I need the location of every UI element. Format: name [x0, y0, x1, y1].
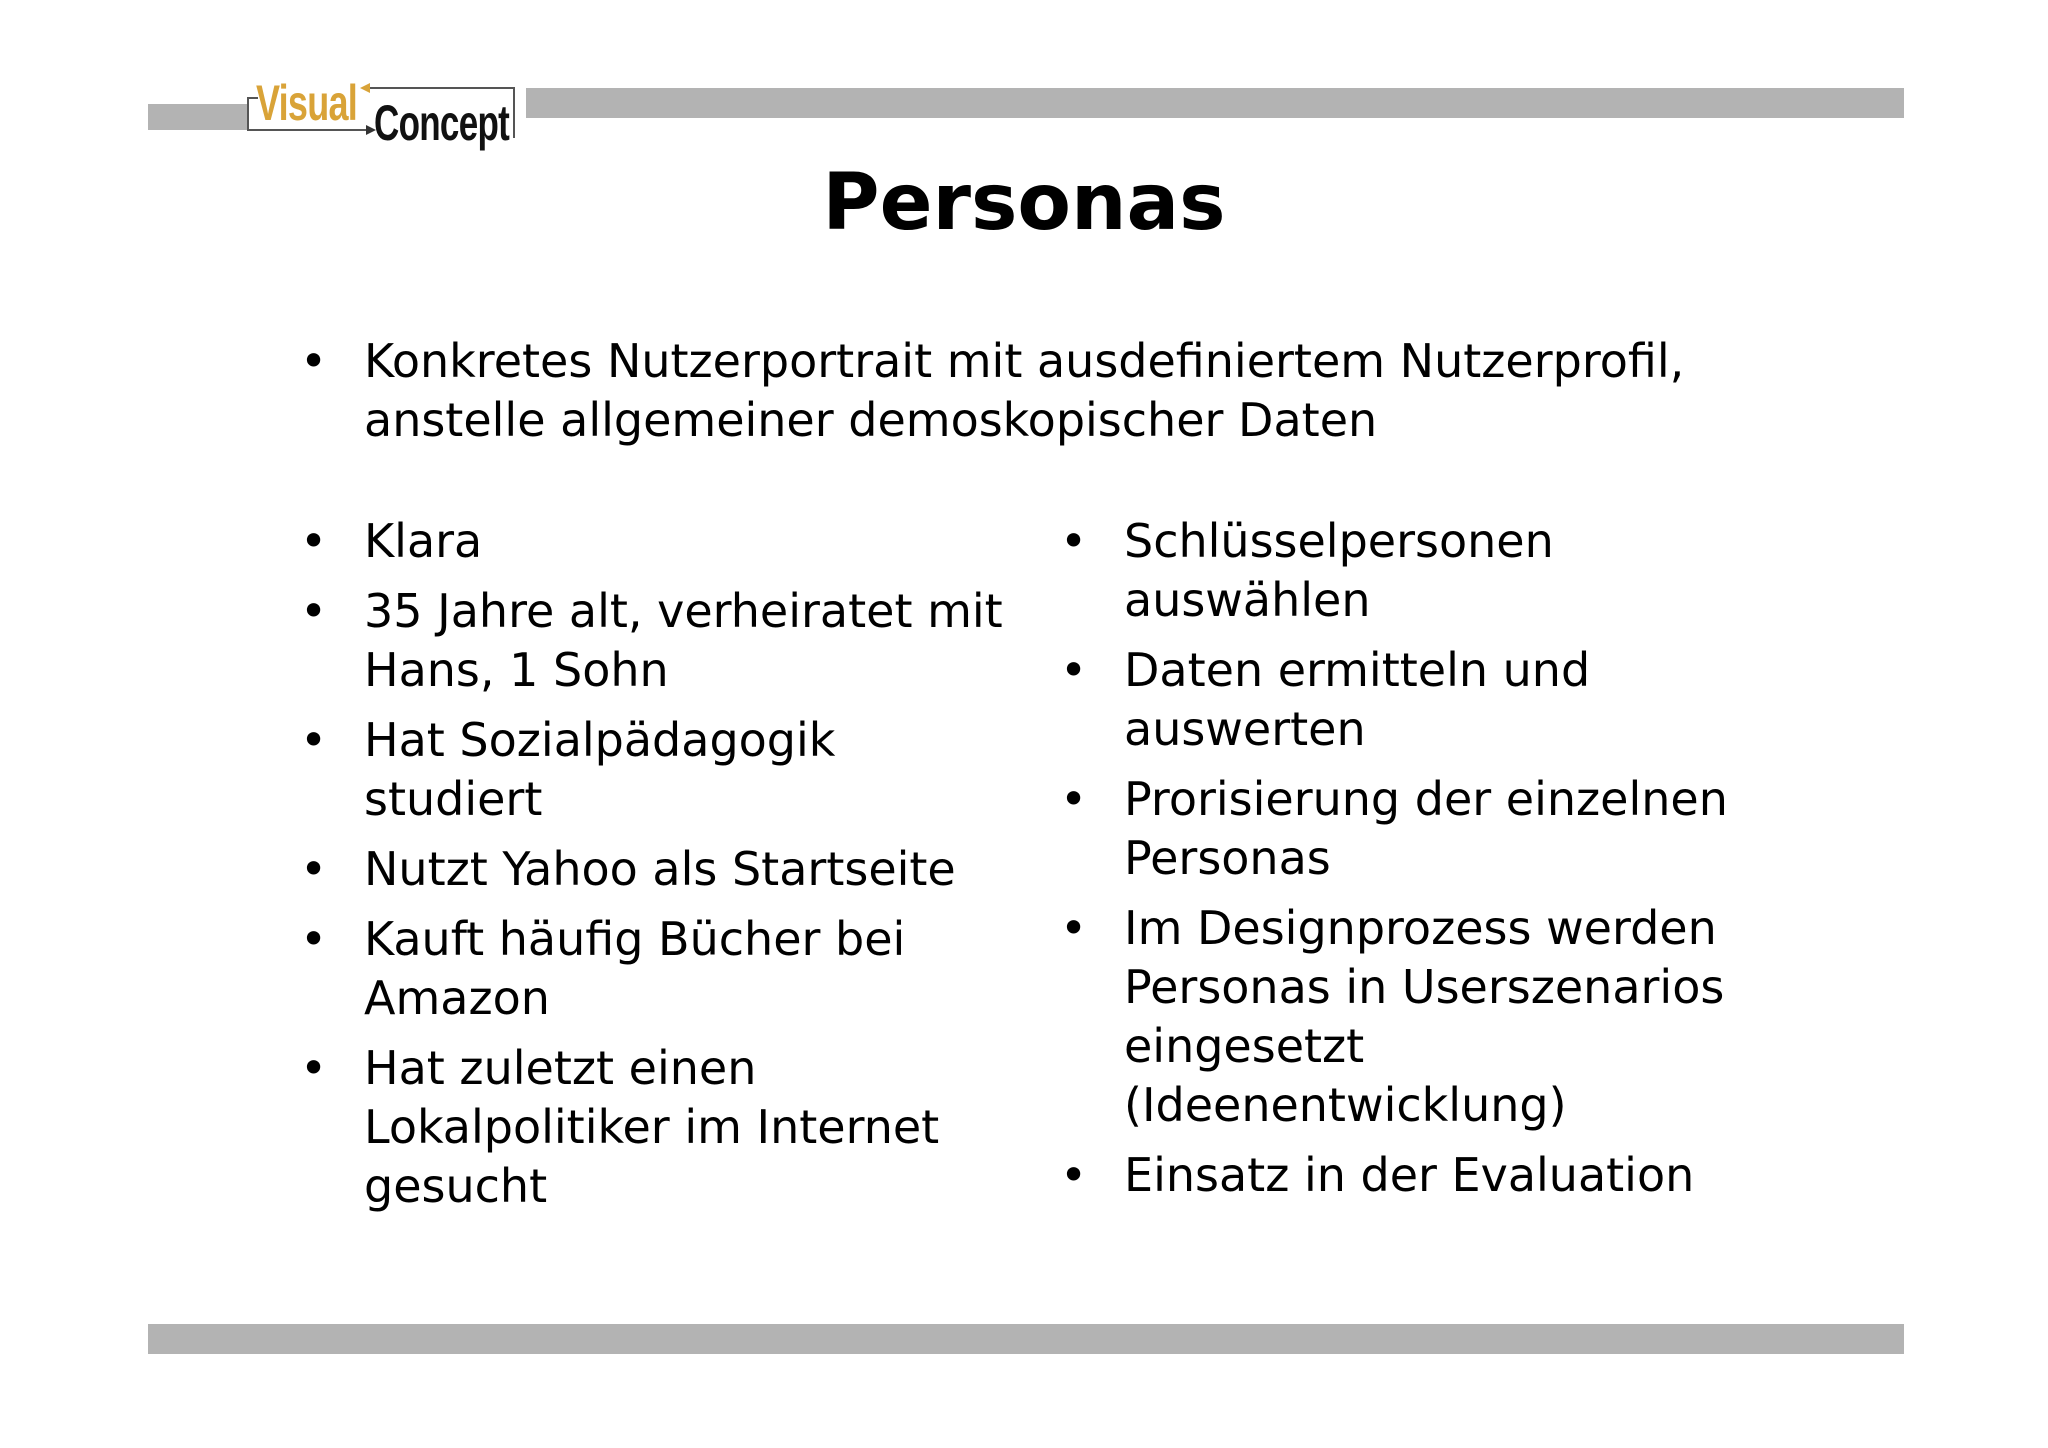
bullet-icon: •	[1060, 514, 1088, 568]
list-item-text: Hat zuletzt einen Lokalpolitiker im Internet gesucht	[364, 1041, 940, 1213]
page-title: Personas	[822, 158, 1226, 248]
list-item	[1060, 641, 1786, 759]
list-item-text: 35 Jahre alt, verheiratet mit Hans, 1 Sohn	[364, 584, 1003, 697]
persona-profile-list	[300, 512, 1026, 1227]
list-item-text: Kauft häufig Bücher bei Amazon	[364, 912, 906, 1025]
footer-bar	[148, 1324, 1904, 1354]
list-item	[300, 512, 1026, 571]
list-item	[1060, 770, 1786, 888]
bullet-icon: •	[300, 1041, 328, 1095]
bullet-icon: •	[1060, 643, 1088, 697]
list-item	[1060, 899, 1786, 1135]
bullet-icon: •	[1060, 901, 1088, 955]
list-item-text: Daten ermitteln und auswerten	[1124, 643, 1591, 756]
bullet-icon: •	[300, 842, 328, 896]
list-item-text: Im Designprozess werden Personas in Userszenarios eingesetzt (Ideenentwicklung)	[1124, 901, 1725, 1132]
list-item	[300, 910, 1026, 1028]
visual-concept-logo	[244, 74, 528, 152]
list-item	[300, 1039, 1026, 1216]
list-item-text: Klara	[364, 514, 483, 568]
logo-word-visual: Visual	[256, 75, 358, 131]
header-bar-right	[526, 88, 1904, 118]
list-item	[1060, 512, 1786, 630]
list-item	[300, 840, 1026, 899]
list-item	[300, 711, 1026, 829]
bullet-icon: •	[300, 584, 328, 638]
list-item-text: Einsatz in der Evaluation	[1124, 1148, 1695, 1202]
list-item	[1060, 1146, 1786, 1205]
bullet-icon: •	[300, 912, 328, 966]
header-bar-left	[148, 104, 248, 130]
intro-bullet-list	[300, 332, 1806, 450]
bullet-icon: •	[300, 713, 328, 767]
bullet-icon: •	[300, 334, 328, 388]
bullet-icon: •	[300, 514, 328, 568]
list-item	[300, 332, 1806, 450]
bullet-icon: •	[1060, 772, 1088, 826]
list-item-text: Nutzt Yahoo als Startseite	[364, 842, 956, 896]
list-item-text: Prorisierung der einzelnen Personas	[1124, 772, 1728, 885]
persona-method-list	[1060, 512, 1786, 1216]
logo-word-concept: Concept	[374, 95, 510, 151]
bullet-icon: •	[1060, 1148, 1088, 1202]
list-item-text: Konkretes Nutzerportrait mit ausdefiniertem Nutzerprofil, anstelle allgemeiner demoskopischer Daten	[364, 334, 1685, 447]
list-item-text: Schlüsselpersonen auswählen	[1124, 514, 1554, 627]
list-item	[300, 582, 1026, 700]
list-item-text: Hat Sozialpädagogik studiert	[364, 713, 836, 826]
